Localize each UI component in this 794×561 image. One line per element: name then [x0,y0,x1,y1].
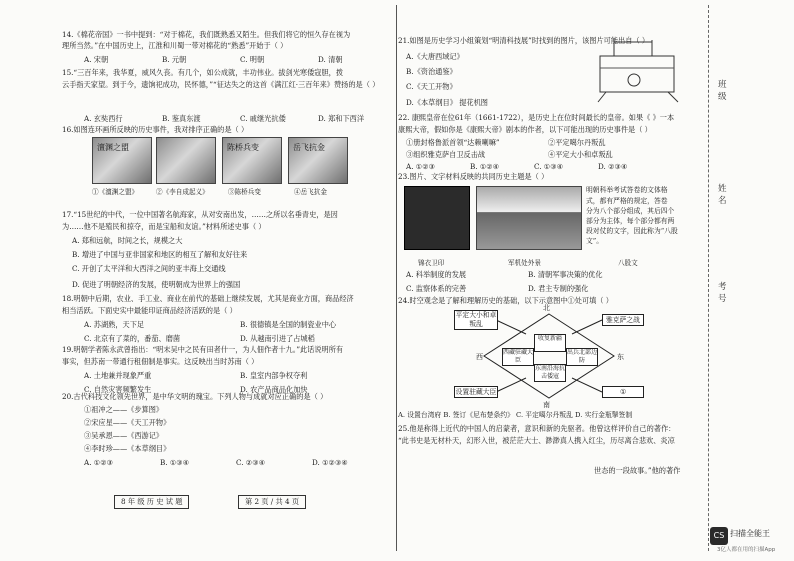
q15-option-a: A. 玄奘西行 [84,114,123,123]
diagram-center-left: 西藏驻藏大臣 [503,349,534,364]
q23-option-d: D. 君主专制的强化 [528,284,589,293]
q17-option-a: A. 郑和远航，时间之长，规模之大 [72,236,183,245]
q20-item-4: ④李时珍——《本草纲目》 [84,444,171,453]
q18-option-b: B. 很德镇是全国的制瓷业中心 [240,320,337,329]
q23-text-line-3: 分为八个部分组成，其后四个 [586,207,675,215]
q23-caption-1: 锦衣卫印 [418,259,445,267]
q23-option-a: A. 科举制度的发展 [406,270,467,279]
q19-text: 19.明朝学者陈永武曾指出：“明末吴中之民有田者什一，为人佃作者十九。”此话说明所有 [62,345,344,354]
q24-options: A. 设置台湾府 B. 签订《尼布楚条约》 C. 平定噶尔丹叛乱 D. 实行金瓶掣签制 [398,411,633,419]
q23-text-line-6: 文”。 [586,237,604,245]
q22-item-2: ②平定噶尔丹叛乱 [548,138,606,147]
q14-option-b: B. 元朝 [162,55,187,64]
q23-text: 23.图片、文字材料反映的共同历史主题是（ ） [398,172,549,181]
q18-option-c: C. 北京有了菜的，番茄、磨菌 [84,334,181,343]
q24-text: 24.时空观念是了解和理解历史的基础，以下示意图中①处可填（ ） [398,296,613,305]
q21-option-d: D.《本草纲目》 提花机图 [406,98,488,107]
q19-option-c: C. 自然灾害频繁发生 [84,385,152,394]
q14-option-a: A. 宋朝 [84,55,109,64]
q15-text: 15.“三百年来，我华夏，威风久丧。有几个，如公成就，丰功伟业。拔剑光寒倭寇胆，拨 [62,68,344,77]
q21-option-a: A.《大唐西域记》 [406,52,464,61]
q16-picture-1 [92,137,152,184]
q23-caption-3: 八股文 [618,259,638,267]
q23-text-line-5: 段对仗的文字，因此称为“八股 [586,227,678,235]
q23-text-line-1: 明朝科举考试答卷的文体格 [586,186,668,194]
q23-office-picture [476,186,582,250]
q23-option-b: B. 清朝军事决策的优化 [528,270,603,279]
q23-option-c: C. 监察体系的完善 [406,284,467,293]
column-divider [396,5,397,551]
q22-option-a: A. ①②③ [406,162,436,171]
q22-text: 22. 康熙皇帝在位61年（1661-1722），是历史上在位时间最长的皇帝。如果《 》一本 [398,113,675,122]
q16-text: 16.如图连环画所反映的历史事件，我对排序正确的是（ ） [62,125,249,134]
q16-picture-3 [222,137,282,184]
q20-option-d: D. ①②③④ [312,458,348,467]
diagram-east: 东 [617,353,624,361]
q18-option-d: D. 从越南引进了占城稻 [240,334,315,343]
gutter-char-5: 考 [718,282,727,292]
q25-text-b: “此书史是无材朴天，幻形入世，被茫茫大士、渺渺真人携入红尘，历尽离合悲欢、炎凉 [398,436,675,445]
q16-picture-1-label: 澶渊之盟 [97,143,129,152]
diagram-north: 北 [543,304,550,312]
q16-picture-4 [288,137,348,184]
q19-option-d: D. 农产品商品化加快 [240,385,308,394]
diagram-south: 南 [543,401,550,409]
q19-option-b: B. 皇室内部争权夺利 [240,371,308,380]
loom-illustration [594,38,684,104]
q14-option-d: D. 清朝 [318,55,343,64]
q22-option-d: D. ②③④ [598,162,628,171]
diagram-center-bottom: 东南沿海抗击倭寇 [535,365,566,380]
q16-caption-1: ①《澶渊之盟》 [92,188,139,196]
q19-option-a: A. 土地兼并现象严重 [84,371,152,380]
footer-page-number: 第 2 页 / 共 4 页 [238,495,306,509]
q18-option-a: A. 苏湖熟，天下足 [84,320,145,329]
q20-text: 20.古代科技文化领先世界，是中华文明的瑰宝。下列人物与成就对应正确的是（ ） [62,392,328,401]
q16-picture-2 [156,137,216,184]
q17-option-b: B. 增进了中国与亚非国家和地区的相互了解和友好往来 [72,250,248,259]
q16-caption-4: ④岳飞抗金 [294,188,327,196]
gutter-char-6: 号 [718,294,727,304]
q21-option-c: C.《天工开物》 [406,82,457,91]
q16-caption-3: ③陈桥兵变 [228,188,261,196]
q17-text: 17.“15世纪的中代，一位中国著名航海家，从对安南出发，……之所以名垂青史，是因 [62,210,338,219]
gutter-char-3: 姓 [718,184,727,194]
q22-option-c: C. ①③④ [534,162,564,171]
q24-diagram [454,304,644,409]
q23-seal-picture [404,186,470,250]
q23-text-line-4: 部分为主体，每个部分都有两 [586,217,675,225]
q15-option-b: B. 鉴真东渡 [162,114,201,123]
q14-text-b: 理所当然。”在中国历史上，江淮和川蜀一带对棉花的“熟悉”开始于（ ） [62,41,288,50]
q17-text-b: 为……他不是殖民和掠夺，而是宝船和友谊。”材料所述史事（ ） [62,222,266,231]
q25-text: 25.他是称得上近代的中国人的启蒙者，意识和新的先驱者。他曾这样评价自己的著作： [398,424,676,433]
q20-item-2: ②宋应星——《天工开物》 [84,418,171,427]
q23-text-line-2: 式，都有严格的规定，答卷 [586,197,668,205]
diagram-west: 西 [476,353,483,361]
q14-option-c: C. 明朝 [240,55,265,64]
q21-option-b: B.《资治通鉴》 [406,67,457,76]
q20-option-c: C. ②③④ [236,458,266,467]
q17-option-c: C. 开创了太平洋和大西洋之间的亚丰海上交通线 [72,264,226,273]
q20-option-b: B. ①③④ [160,458,190,467]
q14-text: 14.《棉花帝国》一书中提到：“对于棉花，我们既熟悉又陌生。但我们将它的恒久存在视为 [62,30,351,39]
q16-picture-4-label: 岳飞抗金 [293,143,325,152]
q18-text: 18.明朝中后期，农业、手工业、商业在前代的基础上继续发展，尤其是商业方面，商品经济 [62,294,354,303]
diagram-box-southeast: ① [602,386,644,398]
q22-item-1: ①册封格鲁派首领“达赖喇嘛” [406,138,500,147]
q25-text-c: 世态的一段故事。”他的著作 [594,466,681,475]
q23-caption-2: 军机处外景 [508,259,541,267]
gutter-char-1: 班 [718,80,727,90]
binding-gutter [708,0,734,540]
q15-option-c: C. 戚继光抗倭 [240,114,286,123]
gutter-char-4: 名 [718,196,727,206]
q22-text-b: 康熙大帝，假如你是《康熙大帝》剧本的作者，以下可能出现的历史事件是（ ） [398,125,652,134]
q22-item-4: ④平定大小和卓叛乱 [548,150,613,159]
camscanner-brand-name: 扫描全能王 [730,529,770,538]
q22-option-b: B. ①②④ [470,162,500,171]
q15-text-b: 云手指天家望。到于今，遗饷祀成功，民怀德，”“征达失之的这首《满江红·三百年来》赞扬的是（ ） [62,80,380,89]
q21-text: 21.如图是历史学习小组策划“明清科技展”时找到的图片，该图片可能出自（ ） [398,36,650,45]
diagram-center-top: 收复新疆 [534,334,566,352]
diagram-box-southwest: 设置驻藏大臣 [455,388,497,396]
q16-caption-2: ②《李自成起义》 [156,188,209,196]
q20-item-3: ③吴承恩——《西游记》 [84,431,164,440]
diagram-box-northeast: 雅克萨之战 [602,314,644,326]
q15-option-d: D. 郑和下西洋 [318,114,365,123]
q17-option-d: D. 促进了明朝经济的发展，使明朝成为世界上的强国 [72,280,241,289]
camscanner-logo-icon: CS [710,527,728,545]
q20-item-1: ①祖冲之——《步算图》 [84,405,164,414]
diagram-box-northwest: 平定大小和卓叛乱 [454,310,498,330]
gutter-char-2: 级 [718,92,727,102]
q16-picture-3-label: 陈桥兵变 [227,143,259,152]
q22-item-3: ③组织雅克萨自卫反击战 [406,150,486,159]
camscanner-brand-subtitle: 3亿人都在用的扫描App [717,547,776,553]
diagram-center-right: 出兵北部边防 [567,349,598,364]
q19-text-b: 事实，但苏南一带通行租佃制是事实。这反映出当时苏南（ ） [62,357,259,366]
q20-option-a: A. ①②③ [84,458,114,467]
footer-grade-title: 8 年 级 历 史 试 题 [114,495,189,509]
q23-text-box [586,186,690,252]
q18-text-b: 相当活跃。下面史实中最能印证商品经济活跃的是（ ） [62,306,237,315]
